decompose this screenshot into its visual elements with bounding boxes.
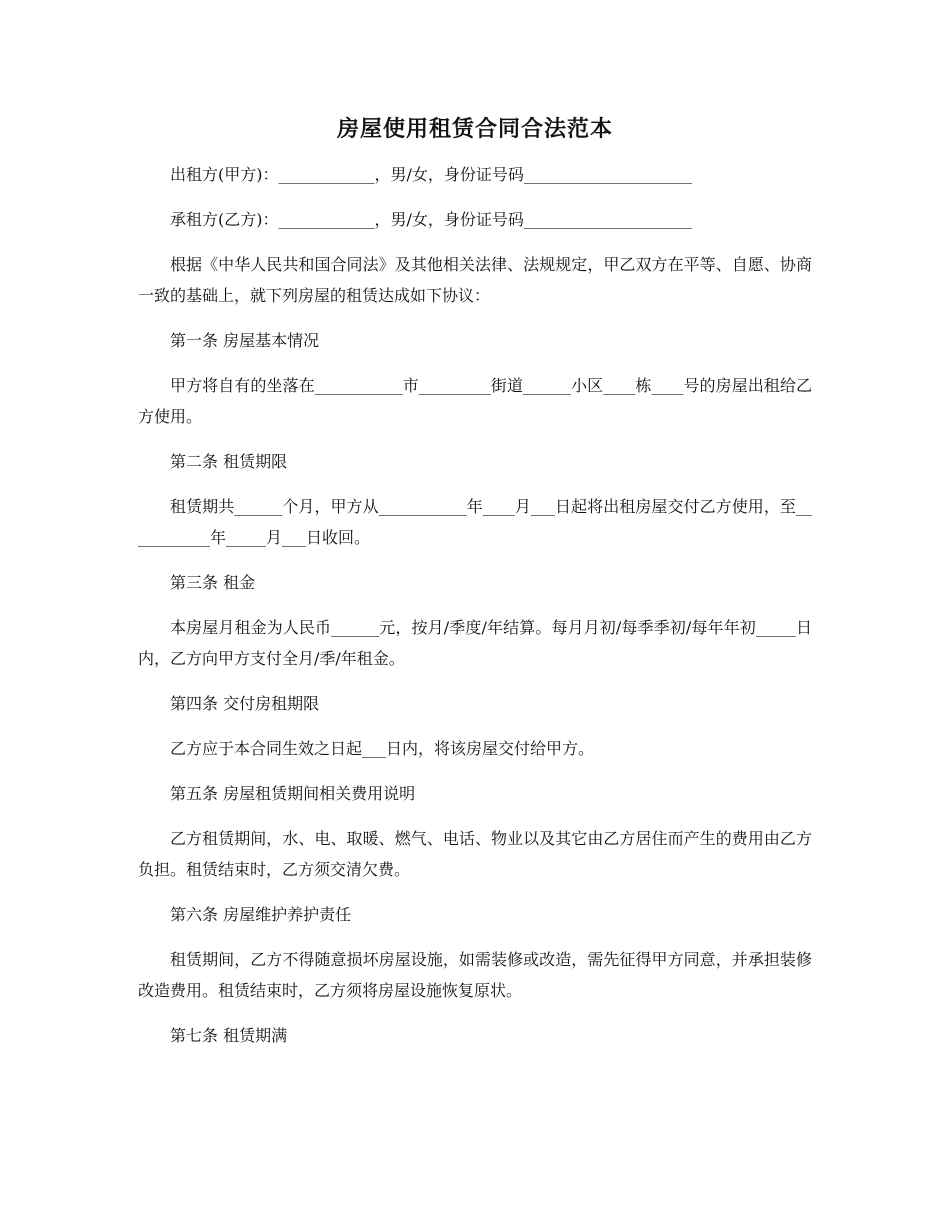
- article-7-heading: 第七条 租赁期满: [170, 1026, 288, 1045]
- article-3-heading: 第三条 租金: [170, 573, 256, 592]
- article-1-heading: 第一条 房屋基本情况: [170, 331, 320, 350]
- article-1-body: 甲方将自有的坐落在___________市_________街道______小区____栋____号的房屋出租给乙方使用。: [138, 376, 812, 426]
- article-2-body: 租赁期共______个月，甲方从___________年____月___日起将出租房屋交付乙方使用，至___________年_____月___日收回。: [138, 497, 812, 547]
- lessee-line: 承租方(乙方)：____________，男/女，身份证号码_____________________: [170, 210, 692, 229]
- lessor-line: 出租方(甲方)：____________，男/女，身份证号码_____________________: [170, 165, 692, 184]
- article-2-heading: 第二条 租赁期限: [170, 452, 288, 471]
- article-3-body: 本房屋月租金为人民币______元，按月/季度/年结算。每月月初/每季季初/每年年初_____日内，乙方向甲方支付全月/季/年租金。: [138, 618, 812, 668]
- article-6-body: 租赁期间，乙方不得随意损坏房屋设施，如需装修或改造，需先征得甲方同意，并承担装修改造费用。租赁结束时，乙方须将房屋设施恢复原状。: [138, 950, 812, 1000]
- article-5-heading: 第五条 房屋租赁期间相关费用说明: [170, 784, 416, 803]
- document-title: 房屋使用租赁合同合法范本: [336, 116, 613, 142]
- article-5-body: 乙方租赁期间，水、电、取暖、燃气、电话、物业以及其它由乙方居住而产生的费用由乙方负担。租赁结束时，乙方须交清欠费。: [138, 829, 812, 879]
- article-4-heading: 第四条 交付房租期限: [170, 694, 320, 713]
- article-6-heading: 第六条 房屋维护养护责任: [170, 905, 352, 924]
- preamble: 根据《中华人民共和国合同法》及其他相关法律、法规规定，甲乙双方在平等、自愿、协商一致的基础上，就下列房屋的租赁达成如下协议：: [138, 255, 812, 305]
- article-4-body: 乙方应于本合同生效之日起___日内，将该房屋交付给甲方。: [170, 739, 595, 758]
